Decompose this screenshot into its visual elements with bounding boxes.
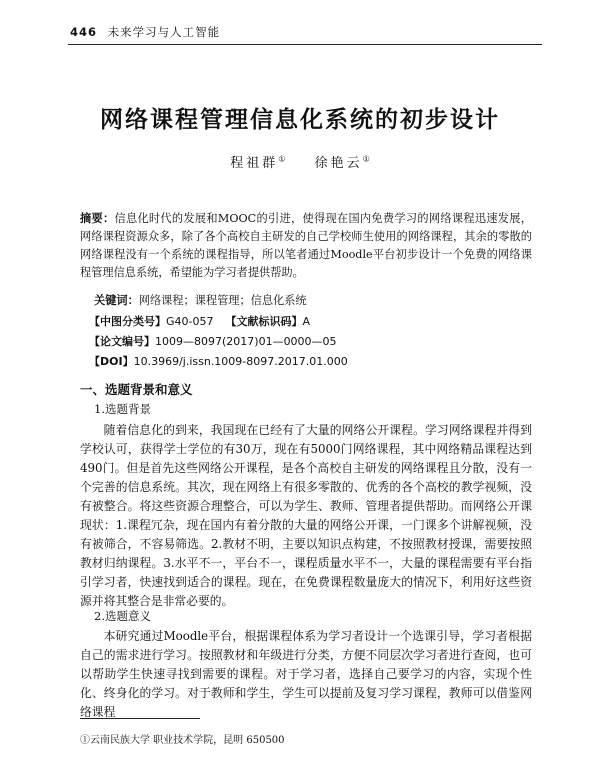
affiliation-mark: ①: [278, 154, 286, 164]
footnote: ①云南民族大学 职业技术学院，昆明 650500: [80, 735, 285, 746]
article-number-line: [89, 333, 337, 349]
article-number-label: 【论文编号】: [89, 335, 155, 348]
header-rule: [68, 44, 542, 45]
journal-name: 未来学习与人工智能: [107, 25, 221, 39]
body-paragraph: 本研究通过Moodle平台，根据课程体系为学习者设计一个选课引导，学习者根据自己的需求进行学习。按照教材和年级进行分类，方便不同层次学习者进行查阅，也可以帮助学生快速寻找到需要的课程。对于学习者，选择自己要学习的内容，实现个性化、终身化的学习。对于教师和学生，学生可以提前及复习学习课程，教师可以借鉴网络课程: [80, 629, 532, 719]
footnote-rule: [80, 718, 200, 719]
body-paragraph: 随着信息化的到来，我国现在已经有了大量的网络公开课程。学习网络课程并得到学校认可，获得学士学位的有30万，现在有5000门网络课程，其中网络精品课程达到490门。但是首先这些网络公开课程，是各个高校自主研发的网络课程且分散，没有一个完善的信息系统。其次，现在网络上有很多零散的、优秀的各个高校的教学视频，没有被整合。将这些资源合理整合，可以为学生、教师、管理者提供帮助。而网络公开课现状：1.课程冗杂，现在国内有着分散的大量的网络公开课，一门课多个讲解视频，没有被筛合，不容易筛选。2.教材不明，主要以知识点构建，不按照教材授课，需要按照教材归纳课程。3.水平不一，平台不一，课程质量水平不一，大量的课程需要有平台指引学习者，快速找到适合的课程。现在，在免费课程数量庞大的情况下，利用好这些资源并将其整合是非常必要的。: [80, 423, 532, 608]
author-name: 程祖群: [230, 156, 279, 171]
keywords-text: 网络课程；课程管理；信息化系统: [138, 294, 307, 307]
affiliation-mark: ①: [362, 154, 370, 164]
doc-code-label: 【文献标识码】: [225, 315, 303, 328]
subsection-heading: 1.选题背景: [94, 402, 151, 416]
doc-code-value: A: [302, 315, 311, 328]
article-number-value: 1009—8097(2017)01—0000—05: [155, 335, 337, 348]
clc-label: 【中图分类号】: [89, 315, 166, 328]
abstract-text: 信息化时代的发展和MOOC的引进，使得现在国内免费学习的网络课程迅速发展，网络课程资源众多，除了各个高校自主研发的自己学校师生使用的网络课程，其余的零散的网络课程没有一个系统的课程指导，所以笔者通过Moodle平台初步设计一个免费的网络课程管理信息系统，希望能为学习者提供帮助。: [80, 212, 532, 279]
classification-line: [89, 313, 310, 329]
doi-value: 10.3969/j.issn.1009-8097.2017.01.000: [133, 355, 348, 368]
abstract: [80, 209, 532, 282]
author-list: [0, 152, 600, 171]
author: [230, 156, 285, 171]
doi-label: 【DOI】: [89, 355, 134, 368]
clc-value: G40-057: [166, 315, 214, 328]
keywords: [94, 292, 307, 308]
running-header: [70, 24, 220, 40]
author-name: 徐艳云: [314, 156, 363, 171]
abstract-label: 摘要：: [80, 211, 115, 225]
section-heading: 一、选题背景和意义: [80, 382, 193, 397]
author: [315, 156, 370, 171]
doi-line: [89, 353, 348, 369]
page-number: 446: [70, 25, 98, 39]
keywords-label: 关键词：: [94, 293, 139, 307]
subsection-heading: 2.选题意义: [94, 609, 151, 623]
paper-title: 网络课程管理信息化系统的初步设计: [100, 106, 500, 133]
